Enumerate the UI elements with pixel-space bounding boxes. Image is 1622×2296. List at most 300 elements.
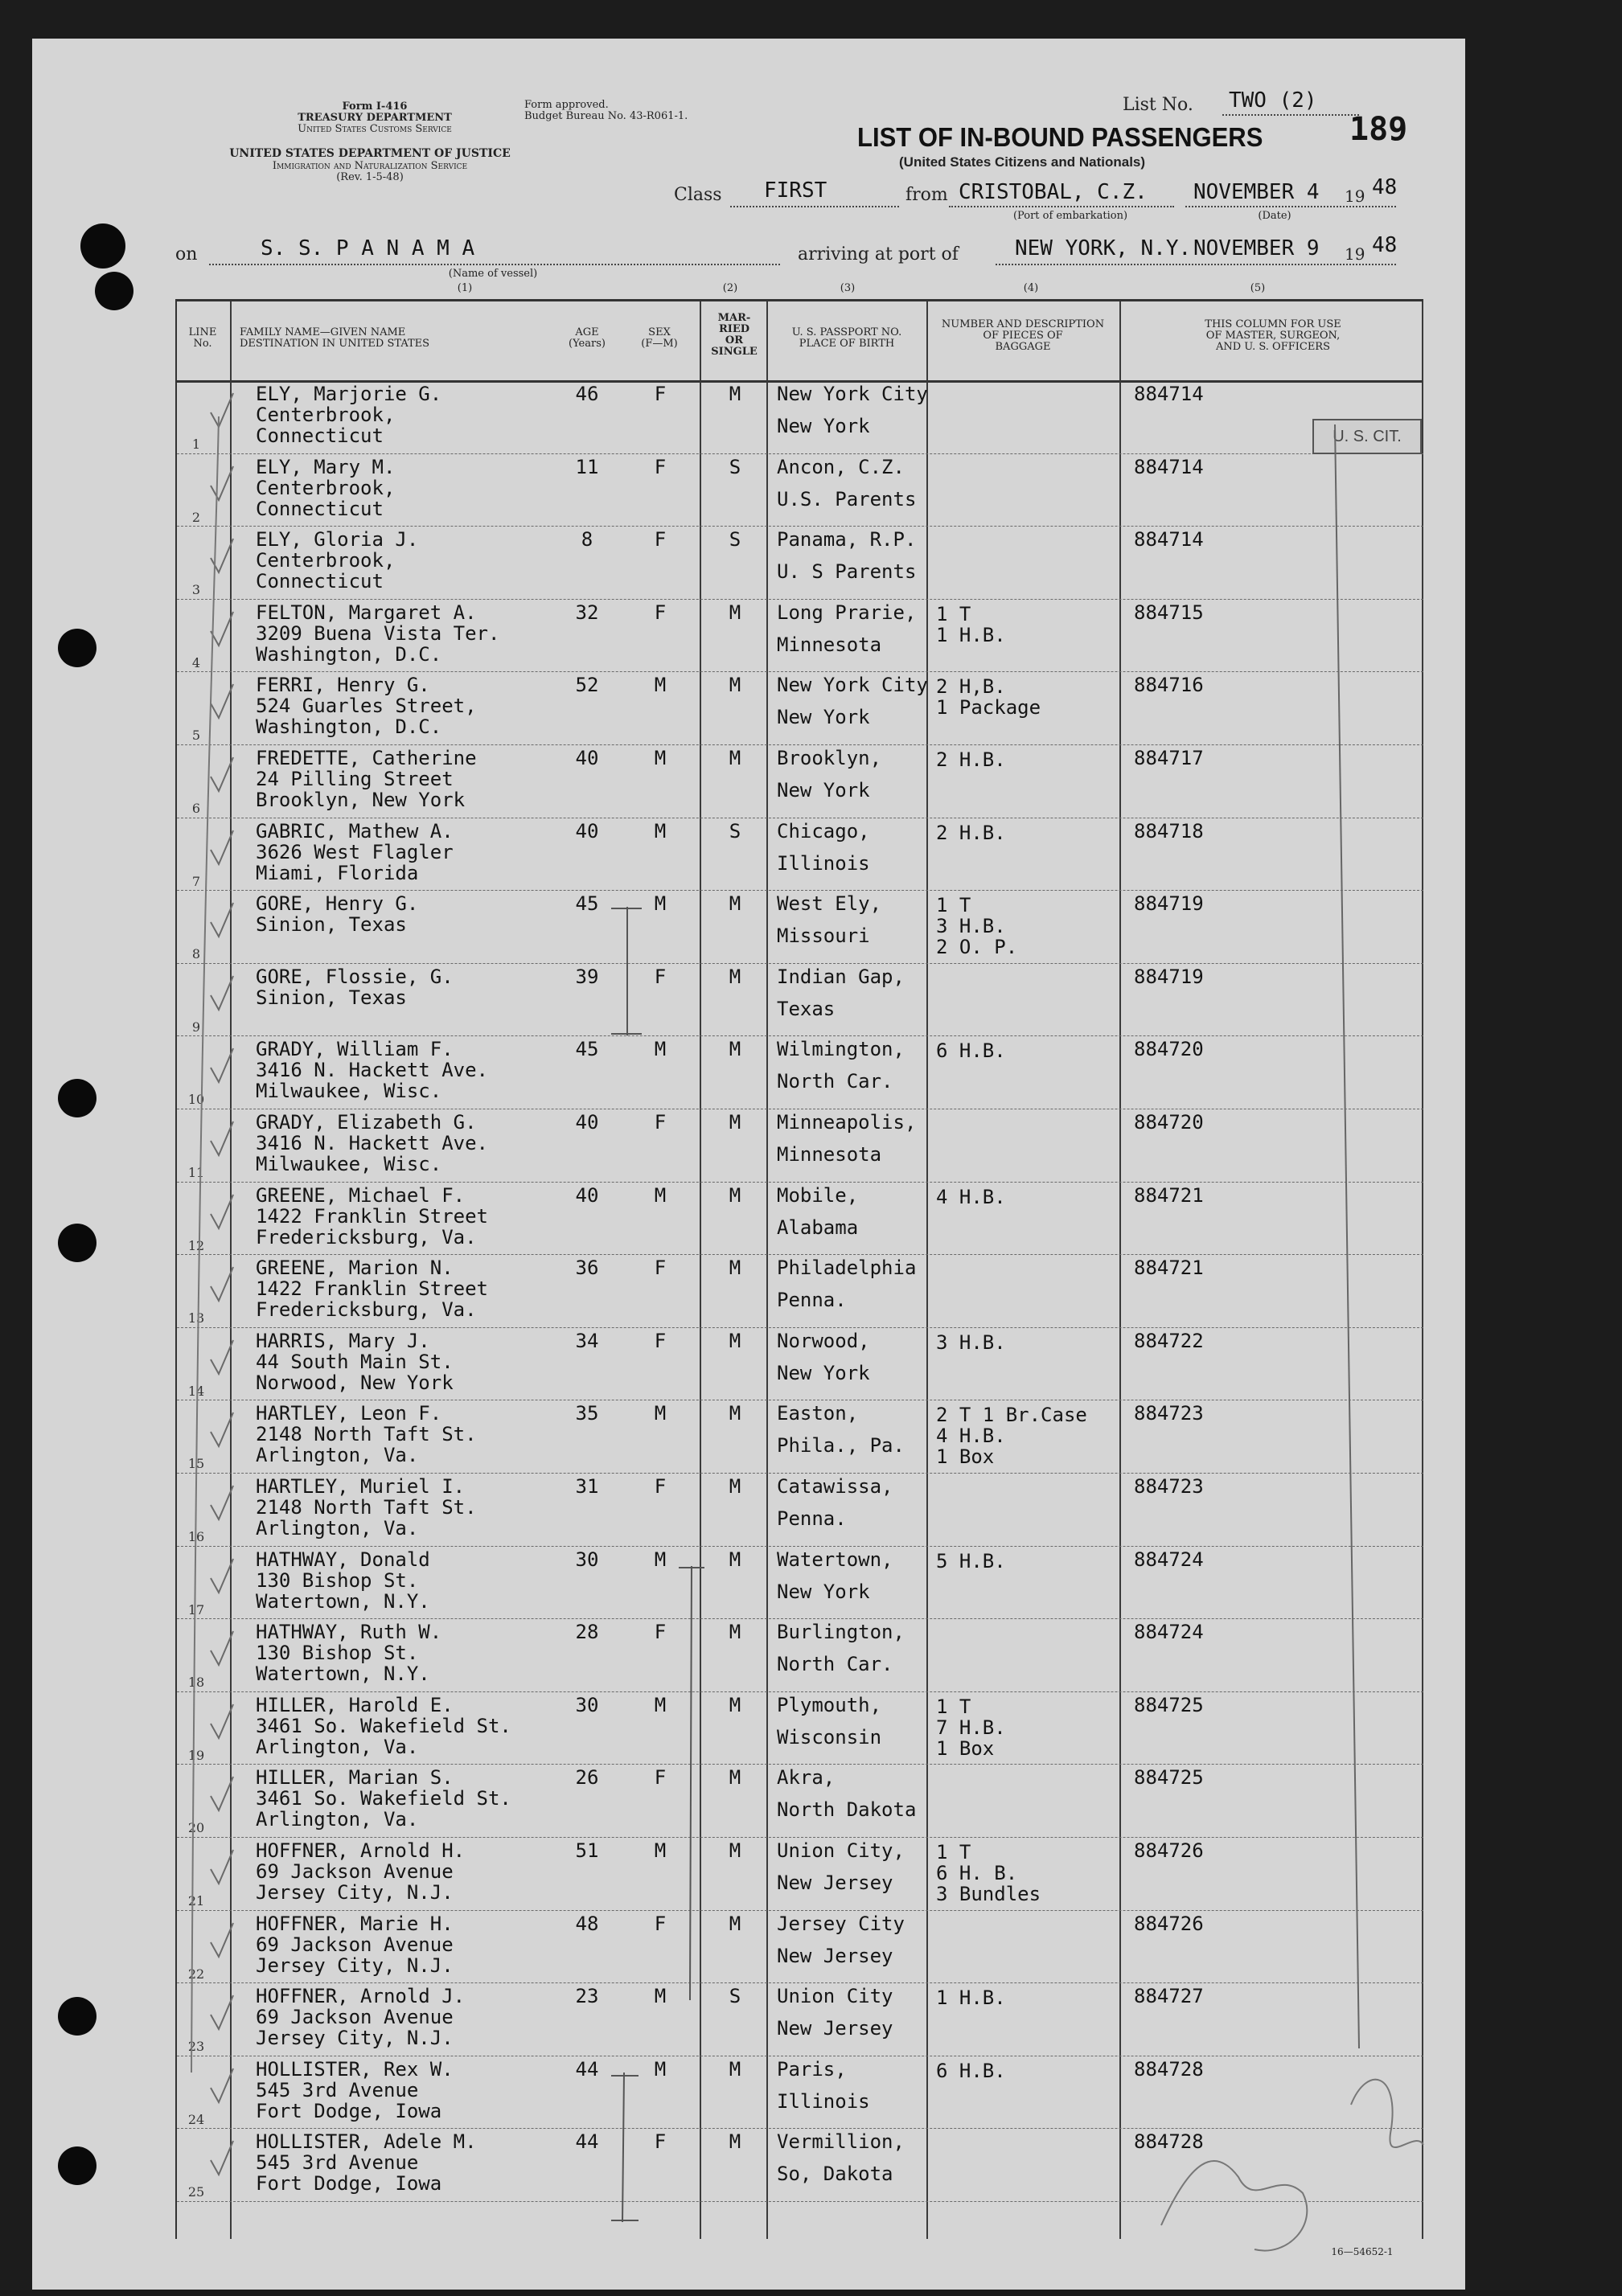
address-line-1: 545 3rd Avenue	[256, 2151, 419, 2175]
baggage-line-1: 1 H.B.	[936, 1986, 1006, 2010]
passenger-name: HOLLISTER, Rex W.	[256, 2057, 454, 2081]
age-value: 35	[575, 1402, 599, 1425]
sex-value: M	[654, 1038, 667, 1061]
col-passport: U. S. PASSPORT NO. PLACE OF BIRTH	[791, 326, 902, 350]
officer-number: 884719	[1134, 892, 1204, 916]
passenger-name: GABRIC, Mathew A.	[256, 819, 454, 843]
birth-place-line-1: Panama, R.P.	[777, 528, 917, 551]
marital-status: M	[729, 1912, 741, 1935]
class-label: Class	[674, 185, 722, 205]
officer-number: 884714	[1134, 528, 1204, 551]
officer-number: 884721	[1134, 1257, 1204, 1280]
officer-number: 884724	[1134, 1621, 1204, 1644]
marital-status: M	[729, 965, 741, 988]
budget-bureau: Budget Bureau No. 43-R061-1.	[524, 110, 688, 122]
age-value: 39	[575, 965, 599, 988]
baggage-line-2: 6 H. B.	[936, 1862, 1018, 1884]
baggage-line-1: 6 H.B.	[936, 2059, 1006, 2082]
address-line-1: 2148 North Taft St.	[256, 1423, 477, 1446]
marital-status: M	[729, 1329, 741, 1352]
arrival-port: NEW YORK, N.Y.	[1015, 236, 1192, 260]
age-value: 23	[575, 1985, 599, 2008]
birth-place-line-2: U.S. Parents	[777, 487, 917, 510]
sex-value: M	[654, 819, 667, 843]
birth-place-line-1: New York City	[777, 383, 928, 405]
address-line-2: Washington, D.C.	[256, 642, 442, 666]
passenger-name: FERRI, Henry G.	[256, 674, 430, 697]
passenger-name: GORE, Flossie, G.	[256, 965, 454, 988]
passenger-name: HARRIS, Mary J.	[256, 1329, 430, 1352]
baggage-line-1: 1 T	[936, 1695, 971, 1718]
passenger-name: HILLER, Harold E.	[256, 1693, 454, 1716]
birth-place-line-2: Alabama	[777, 1216, 859, 1239]
marital-status: M	[729, 747, 741, 769]
officer-number: 884723	[1134, 1402, 1204, 1425]
birth-place-line-2: Texas	[777, 997, 836, 1020]
birth-place-line-1: Paris,	[777, 2057, 847, 2081]
col-officers: THIS COLUMN FOR USE OF MASTER, SURGEON, AND U. S. OFFICERS	[1205, 318, 1341, 353]
passenger-name: HOFFNER, Arnold H.	[256, 1839, 466, 1862]
address-line-2: Watertown, N.Y.	[256, 1663, 430, 1686]
baggage-line-1: 2 T 1 Br.Case	[936, 1404, 1087, 1427]
age-value: 48	[575, 1912, 599, 1935]
address-line-1: 44 South Main St.	[256, 1350, 454, 1373]
marital-status: M	[729, 1038, 741, 1061]
birth-place-line-2: Penna.	[777, 1507, 847, 1530]
marital-status: M	[729, 1621, 741, 1644]
sex-value: F	[654, 1111, 667, 1134]
baggage-line-2: 1 H.B.	[936, 623, 1006, 646]
treasury-dept: TREASURY DEPARTMENT	[298, 112, 452, 124]
baggage-line-2: 3 H.B.	[936, 915, 1006, 938]
sex-value: M	[654, 1693, 667, 1716]
age-value: 30	[575, 1693, 599, 1716]
line-number: 12	[187, 1237, 205, 1253]
age-value: 44	[575, 2130, 599, 2154]
officer-number: 884725	[1134, 1693, 1204, 1716]
officer-number: 884715	[1134, 601, 1204, 624]
sex-value: M	[654, 1548, 667, 1571]
birth-place-line-1: Jersey City	[777, 1912, 905, 1935]
baggage-line-2: 1 Package	[936, 696, 1041, 720]
baggage-line-1: 3 H.B.	[936, 1330, 1006, 1354]
officer-number: 884720	[1134, 1038, 1204, 1061]
passenger-name: HILLER, Marian S.	[256, 1766, 454, 1790]
passenger-name: GREENE, Michael F.	[256, 1183, 466, 1207]
age-value: 30	[575, 1548, 599, 1571]
address-line-2: Arlington, Va.	[256, 1808, 419, 1831]
line-number: 19	[187, 1747, 205, 1763]
address-line-1: 2148 North Taft St.	[256, 1496, 477, 1519]
age-value: 40	[575, 1183, 599, 1207]
birth-place-line-2: New York	[777, 779, 870, 802]
address-line-1: 69 Jackson Avenue	[256, 2006, 454, 2029]
birth-place-line-2: So, Dakota	[777, 2163, 893, 2186]
sex-value: F	[654, 2130, 667, 2154]
marital-status: M	[729, 1111, 741, 1134]
officer-number: 884728	[1134, 2130, 1204, 2154]
address-line-2: Watertown, N.Y.	[256, 1589, 430, 1613]
address-line-2: Fort Dodge, Iowa	[256, 2099, 442, 2122]
address-line-2: Arlington, Va.	[256, 1444, 419, 1467]
address-line-2: Arlington, Va.	[256, 1735, 419, 1758]
officer-number: 884720	[1134, 1111, 1204, 1134]
birth-place-line-2: New Jersey	[777, 1944, 893, 1967]
age-value: 45	[575, 892, 599, 916]
line-number: 7	[191, 873, 201, 889]
officer-number: 884726	[1134, 1839, 1204, 1862]
officer-number: 884723	[1134, 1475, 1204, 1498]
passenger-name: HOFFNER, Arnold J.	[256, 1985, 466, 2008]
line-number: 9	[191, 1019, 201, 1035]
line-number: 6	[191, 801, 201, 816]
sex-value: F	[654, 1475, 667, 1498]
passenger-name: HARTLEY, Muriel I.	[256, 1475, 466, 1498]
col-baggage: NUMBER AND DESCRIPTION OF PIECES OF BAGGAGE	[941, 318, 1105, 353]
line-number: 21	[187, 1893, 205, 1909]
date1-year: 48	[1372, 175, 1398, 199]
marital-status: M	[729, 892, 741, 916]
marital-status: M	[729, 1257, 741, 1280]
age-value: 31	[575, 1475, 599, 1498]
line-number: 13	[187, 1310, 205, 1326]
baggage-line-3: 3 Bundles	[936, 1883, 1041, 1905]
officer-number: 884721	[1134, 1183, 1204, 1207]
age-value: 11	[575, 455, 599, 478]
line-number: 17	[187, 1601, 205, 1617]
baggage-line-1: 4 H.B.	[936, 1185, 1006, 1208]
address-line-1: 3461 So. Wakefield St.	[256, 1714, 511, 1737]
sex-value: M	[654, 892, 667, 916]
sex-value: M	[654, 1402, 667, 1425]
sex-value: F	[654, 1912, 667, 1935]
marital-status: M	[729, 1475, 741, 1498]
age-value: 8	[581, 528, 593, 551]
age-value: 52	[575, 674, 599, 697]
sex-value: M	[654, 1985, 667, 2008]
arriving-label: arriving at port of	[798, 244, 959, 264]
address-line-1: 1422 Franklin Street	[256, 1277, 488, 1301]
birth-place-line-1: Brooklyn,	[777, 747, 882, 769]
birth-place-line-2: North Car.	[777, 1653, 893, 1676]
birth-place-line-1: New York City	[777, 674, 928, 697]
officer-number: 884725	[1134, 1766, 1204, 1790]
birth-place-line-2: North Dakota	[777, 1798, 917, 1822]
line-number: 11	[187, 1165, 205, 1180]
birth-place-line-2: Phila., Pa.	[777, 1434, 905, 1458]
handwritten-annotations	[32, 39, 1465, 2290]
marital-status: M	[729, 1766, 741, 1790]
colnum-5: (5)	[1250, 282, 1266, 294]
arrival-date: NOVEMBER 9	[1193, 236, 1320, 260]
birth-place-line-1: Union City	[777, 1985, 893, 2008]
marital-status: S	[729, 455, 741, 478]
birth-place-line-2: New York	[777, 415, 870, 437]
list-title: LIST OF IN-BOUND PASSENGERS	[857, 122, 1263, 152]
marital-status: M	[729, 1402, 741, 1425]
marital-status: M	[729, 2057, 741, 2081]
sex-value: M	[654, 747, 667, 769]
line-number: 8	[191, 946, 201, 962]
address-line-2: Brooklyn, New York	[256, 789, 466, 811]
age-value: 34	[575, 1329, 599, 1352]
birth-place-line-1: Philadelphia	[777, 1257, 917, 1280]
age-value: 28	[575, 1621, 599, 1644]
passenger-name: HARTLEY, Leon F.	[256, 1402, 442, 1425]
address-line-2: Jersey City, N.J.	[256, 1881, 454, 1904]
baggage-line-3: 1 Box	[936, 1736, 995, 1760]
sex-value: M	[654, 1839, 667, 1862]
birth-place-line-1: Vermillion,	[777, 2130, 905, 2154]
col-married: MAR- RIED OR SINGLE	[711, 312, 758, 358]
marital-status: S	[729, 819, 741, 843]
passenger-name: HOLLISTER, Adele M.	[256, 2130, 477, 2154]
passenger-name: GORE, Henry G.	[256, 892, 419, 916]
address-line-1: 3626 West Flagler	[256, 840, 454, 863]
vessel-caption: (Name of vessel)	[448, 268, 538, 280]
address-line-2: Arlington, Va.	[256, 1517, 419, 1540]
passenger-name: FELTON, Margaret A.	[256, 601, 477, 624]
page-number: 189	[1349, 111, 1408, 148]
marital-status: S	[729, 1985, 741, 2008]
justice-dept: UNITED STATES DEPARTMENT OF JUSTICE	[229, 147, 511, 160]
sex-value: F	[654, 601, 667, 624]
marital-status: M	[729, 1183, 741, 1207]
birth-place-line-2: New York	[777, 1361, 870, 1384]
line-number: 16	[187, 1529, 205, 1544]
birth-place-line-1: Burlington,	[777, 1621, 905, 1644]
date1-prefix: 19	[1345, 187, 1365, 206]
address-line-1: Sinion, Texas	[256, 986, 407, 1009]
address-line-1: 3416 N. Hackett Ave.	[256, 1059, 488, 1082]
age-value: 40	[575, 1111, 599, 1134]
marital-status: M	[729, 383, 741, 405]
birth-place-line-1: Watertown,	[777, 1548, 893, 1571]
age-value: 32	[575, 601, 599, 624]
sex-value: M	[654, 2057, 667, 2081]
age-value: 40	[575, 747, 599, 769]
passenger-name: GRADY, Elizabeth G.	[256, 1111, 477, 1134]
date2-year: 48	[1372, 233, 1398, 257]
address-line-2: Jersey City, N.J.	[256, 1954, 454, 1977]
address-line-1: 3209 Buena Vista Ter.	[256, 621, 500, 645]
address-line-1: 130 Bishop St.	[256, 1642, 419, 1665]
birth-place-line-1: Wilmington,	[777, 1038, 905, 1061]
birth-place-line-1: Ancon, C.Z.	[777, 455, 905, 478]
sex-value: F	[654, 455, 667, 478]
birth-place-line-2: New York	[777, 706, 870, 729]
address-line-1: Centerbrook,	[256, 476, 396, 499]
footer-code: 16—54652-1	[1331, 2246, 1394, 2257]
vessel-name: S. S. P A N A M A	[261, 236, 475, 260]
officer-number: 884719	[1134, 965, 1204, 988]
marital-status: M	[729, 1839, 741, 1862]
birth-place-line-2: North Car.	[777, 1070, 893, 1093]
address-line-1: 3416 N. Hackett Ave.	[256, 1132, 488, 1154]
passenger-name: ELY, Mary M.	[256, 455, 396, 478]
line-number: 4	[191, 654, 201, 670]
col-sex: SEX (F—M)	[641, 326, 678, 350]
form-number: Form I-416	[342, 100, 408, 113]
line-number: 25	[187, 2184, 205, 2200]
sex-value: F	[654, 1621, 667, 1644]
colnum-3: (3)	[840, 282, 856, 294]
line-number: 1	[191, 437, 201, 452]
birth-place-line-2: New Jersey	[777, 1872, 893, 1894]
address-line-2: Jersey City, N.J.	[256, 2027, 454, 2050]
address-line-1: 545 3rd Avenue	[256, 2078, 419, 2101]
baggage-line-1: 1 T	[936, 602, 971, 625]
line-number: 23	[187, 2039, 205, 2055]
citizen-stamp: U. S. CIT.	[1312, 419, 1422, 454]
address-line-1: 1422 Franklin Street	[256, 1204, 488, 1228]
date-caption: (Date)	[1258, 210, 1291, 222]
address-line-2: Fredericksburg, Va.	[256, 1225, 477, 1248]
birth-place-line-2: New Jersey	[777, 2017, 893, 2040]
sex-value: F	[654, 1257, 667, 1280]
birth-place-line-1: Plymouth,	[777, 1693, 882, 1716]
colnum-2: (2)	[722, 282, 738, 294]
officer-number: 884718	[1134, 819, 1204, 843]
colnum-1: (1)	[457, 282, 473, 294]
sex-value: F	[654, 528, 667, 551]
officer-number: 884714	[1134, 383, 1204, 405]
birth-place-line-2: Wisconsin	[777, 1725, 882, 1749]
passenger-name: HOFFNER, Marie H.	[256, 1912, 454, 1935]
passenger-name: ELY, Marjorie G.	[256, 383, 442, 405]
baggage-line-1: 6 H.B.	[936, 1039, 1006, 1063]
line-number: 18	[187, 1675, 205, 1691]
officer-number: 884728	[1134, 2057, 1204, 2081]
sex-value: M	[654, 674, 667, 697]
birth-place-line-1: Catawissa,	[777, 1475, 893, 1498]
address-line-1: 130 Bishop St.	[256, 1568, 419, 1592]
on-label: on	[175, 244, 198, 264]
age-value: 40	[575, 819, 599, 843]
line-number: 24	[187, 2111, 205, 2127]
embarkation-port: CRISTOBAL, C.Z.	[959, 180, 1148, 204]
officer-number: 884727	[1134, 1985, 1204, 2008]
birth-place-line-1: Minneapolis,	[777, 1111, 917, 1134]
marital-status: M	[729, 2130, 741, 2154]
birth-place-line-2: Minnesota	[777, 1143, 882, 1166]
passenger-name: GREENE, Marion N.	[256, 1257, 454, 1280]
list-no-value: TWO (2)	[1229, 88, 1317, 113]
marital-status: S	[729, 528, 741, 551]
birth-place-line-1: Norwood,	[777, 1329, 870, 1352]
from-label: from	[905, 185, 948, 205]
sex-value: M	[654, 1183, 667, 1207]
marital-status: M	[729, 601, 741, 624]
baggage-line-2: 4 H.B.	[936, 1425, 1006, 1448]
address-line-2: Fort Dodge, Iowa	[256, 2172, 442, 2196]
line-number: 10	[187, 1092, 205, 1108]
col-age: AGE (Years)	[569, 326, 606, 350]
sex-value: F	[654, 965, 667, 988]
age-value: 45	[575, 1038, 599, 1061]
address-line-1: 524 Guarles Street,	[256, 695, 477, 718]
embark-date: NOVEMBER 4	[1193, 180, 1320, 204]
baggage-line-1: 2 H.B.	[936, 748, 1006, 771]
baggage-line-1: 2 H.B.	[936, 821, 1006, 844]
customs-service: United States Customs Service	[298, 123, 452, 135]
age-value: 36	[575, 1257, 599, 1280]
sex-value: F	[654, 1329, 667, 1352]
passenger-name: GRADY, William F.	[256, 1038, 454, 1061]
line-number: 15	[187, 1456, 205, 1472]
line-number: 20	[187, 1820, 205, 1836]
class-value: FIRST	[764, 178, 827, 203]
address-line-2: Milwaukee, Wisc.	[256, 1153, 442, 1175]
birth-place-line-1: Easton,	[777, 1402, 859, 1425]
age-value: 44	[575, 2057, 599, 2081]
address-line-2: Milwaukee, Wisc.	[256, 1080, 442, 1103]
birth-place-line-1: Akra,	[777, 1766, 836, 1790]
marital-status: M	[729, 1548, 741, 1571]
line-number: 3	[191, 582, 201, 598]
date2-prefix: 19	[1345, 244, 1365, 264]
birth-place-line-1: Indian Gap,	[777, 965, 905, 988]
address-line-2: Washington, D.C.	[256, 715, 442, 739]
line-number: 5	[191, 728, 201, 744]
birth-place-line-1: Union City,	[777, 1839, 905, 1862]
address-line-1: 24 Pilling Street	[256, 768, 454, 790]
age-value: 51	[575, 1839, 599, 1862]
baggage-line-1: 2 H,B.	[936, 675, 1006, 699]
birth-place-line-2: Minnesota	[777, 633, 882, 656]
sex-value: F	[654, 1766, 667, 1790]
passenger-name: FREDETTE, Catherine	[256, 747, 477, 769]
marital-status: M	[729, 1693, 741, 1716]
address-line-2: Fredericksburg, Va.	[256, 1298, 477, 1322]
line-number: 14	[187, 1383, 205, 1399]
address-line-2: Connecticut	[256, 570, 384, 593]
baggage-line-2: 7 H.B.	[936, 1716, 1006, 1739]
col-name: FAMILY NAME—GIVEN NAME DESTINATION IN UNITED STATES	[240, 326, 430, 350]
baggage-line-3: 1 Box	[936, 1445, 995, 1469]
baggage-line-1: 5 H.B.	[936, 1549, 1006, 1572]
line-number: 22	[187, 1966, 205, 1982]
baggage-line-3: 2 O. P.	[936, 936, 1018, 959]
birth-place-line-1: Long Prarie,	[777, 601, 917, 624]
revision-date: (Rev. 1-5-48)	[336, 171, 404, 183]
passenger-name: HATHWAY, Donald	[256, 1548, 430, 1571]
officer-number: 884724	[1134, 1548, 1204, 1571]
officer-number: 884716	[1134, 674, 1204, 697]
address-line-1: Centerbrook,	[256, 404, 396, 426]
birth-place-line-2: Penna.	[777, 1289, 847, 1312]
birth-place-line-2: Illinois	[777, 851, 870, 875]
passenger-name: HATHWAY, Ruth W.	[256, 1621, 442, 1644]
list-no-label: List No.	[1123, 95, 1193, 115]
address-line-1: Centerbrook,	[256, 549, 396, 572]
address-line-1: 69 Jackson Avenue	[256, 1933, 454, 1956]
address-line-1: 3461 So. Wakefield St.	[256, 1787, 511, 1810]
officer-number: 884726	[1134, 1912, 1204, 1935]
birth-place-line-1: Chicago,	[777, 819, 870, 843]
officer-number: 884717	[1134, 747, 1204, 769]
address-line-1: 69 Jackson Avenue	[256, 1860, 454, 1883]
birth-place-line-1: West Ely,	[777, 892, 882, 916]
colnum-4: (4)	[1023, 282, 1039, 294]
col-line: LINE No.	[188, 326, 217, 350]
officer-number: 884714	[1134, 455, 1204, 478]
birth-place-line-2: Missouri	[777, 925, 870, 948]
approval-line: Form approved.	[524, 99, 609, 111]
address-line-1: Sinion, Texas	[256, 913, 407, 937]
list-subtitle: (United States Citizens and Nationals)	[899, 154, 1146, 170]
address-line-2: Miami, Florida	[256, 861, 419, 884]
